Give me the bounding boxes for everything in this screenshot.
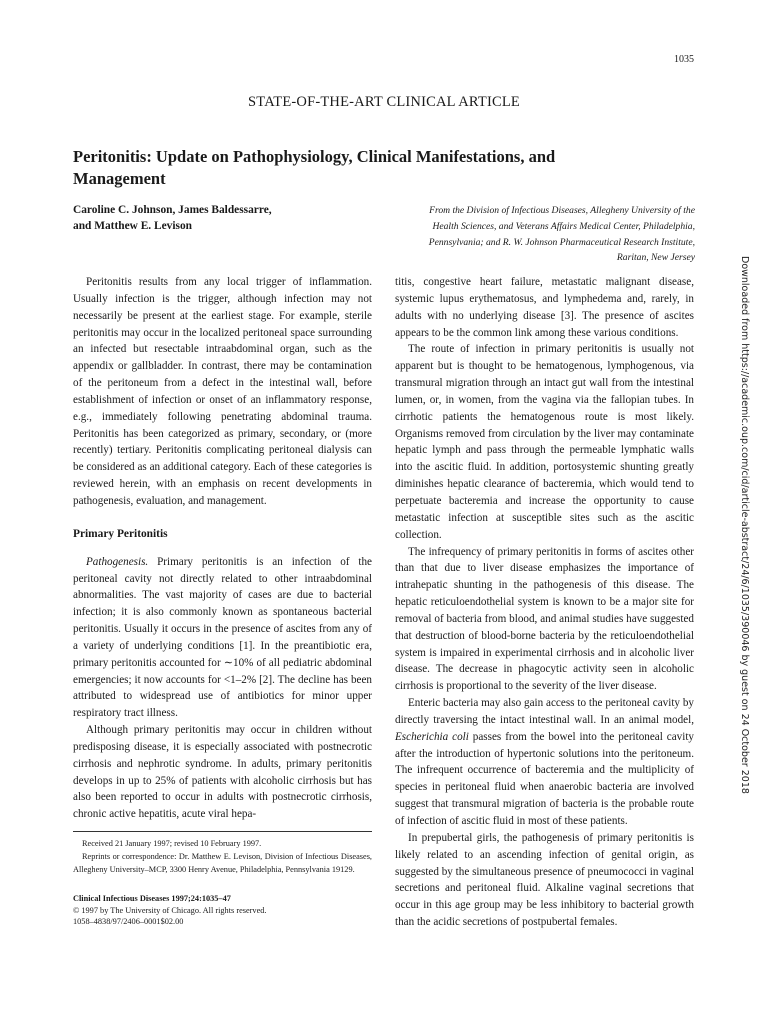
infrequency-paragraph: The infrequency of primary peritonitis in forms of ascites other than that due to liver disease emphasizes the importance of intrahepatic shunting in the pathogenesis of this disease. The hepatic reticuloendothelial system is known to be a major site for removal of bacteria from blood, and animal studies have suggested that destruction of blood-borne bacteria by the reticuloendothelial system is impaired in experimental cirrhosis and in alcoholic liver disease. The decrease in phagocytic activity seen in alcoholic cirrhosis is proportional to the severity of the liver disease.	[395, 545, 694, 693]
author-line: and Matthew E. Levison	[73, 220, 192, 232]
download-watermark	[739, 256, 750, 794]
continued-paragraph: titis, congestive heart failure, metastatic malignant disease, systemic lupus erythematosus, and lymphedema and, rarely, in adults with no underlying disease [3]. The presence of ascites appears to be the common link among these various conditions.	[395, 276, 694, 339]
author-line: Caroline C. Johnson, James Baldessarre,	[73, 204, 272, 216]
enteric-text-b: passes from the bowel into the peritoneal cavity after the introduction of hypertonic solutions into the peritoneum. The infrequent occurrence of bacteremia and the multiplicity of species in peritoneal fluid when anaerobic bacteria are involved suggest that transmural migration of bacteria is the probable route of infection of ascitic fluid in most of these patients.	[395, 730, 694, 827]
footnote-divider	[73, 831, 372, 832]
enteric-paragraph	[395, 695, 694, 830]
enteric-text-a: Enteric bacteria may also gain access to the peritoneal cavity by directly traversing the intact intestinal wall. In an animal model,	[395, 697, 694, 726]
pathogenesis-paragraph	[73, 554, 372, 722]
issn-line: 1058–4838/97/2406–0001$02.00	[73, 917, 184, 926]
article-title: Peritonitis: Update on Pathophysiology, Clinical Manifestations, and Management	[73, 147, 556, 188]
body-column-right	[395, 274, 694, 931]
journal-volume: 1997;24:1035–47	[169, 894, 231, 903]
watermark-text: Downloaded from https://academic.oup.com/cid/article-abstract/24/6/1035/390046 by guest on 24 October 2018	[739, 256, 750, 794]
footnotes	[73, 837, 372, 877]
affiliation-line: From the Division of Infectious Diseases, Allegheny University of the	[429, 205, 695, 216]
reprints-note: Reprints or correspondence: Dr. Matthew E. Levison, Division of Infectious Diseases, Allegheny University–MCP, 3300 Henry Avenue, Philadelphia, Pennsylvania 19129.	[73, 852, 372, 875]
intro-paragraph: Peritonitis results from any local trigger of inflammation. Usually infection is the trigger, although infection may not necessarily be present at the earliest stage. For example, sterile peritonitis may occur in the localized peritoneal space surrounding an infected but resectable intraabdominal organ, such as the appendix or gallbladder. In contrast, there may be contamination of the peritoneum from a defect in the intestinal wall, before establishment of infection or onset of an inflammatory response, e.g., immediately following penetrating abdominal trauma. Peritonitis has been categorized as primary, secondary, or (more recently) tertiary. Peritonitis complicating peritoneal dialysis can be considered as an additional category. Each of these categories is reviewed herein, with an emphasis on recent developments in pathogenesis, evaluation, and management.	[73, 276, 372, 507]
received-note: Received 21 January 1997; revised 10 February 1997.	[82, 839, 262, 848]
route-paragraph: The route of infection in primary peritonitis is usually not apparent but is thought to be hematogenous, lymphogenous, via transmural migration through an intact gut wall from the intestinal lumen, or, in women, from the vagina via the fallopian tubes. In cirrhotic patients the hematogenous route is most likely. Organisms removed from circulation by the liver may contaminate hepatic lymph and pass through the permeable lymphatic walls into the ascitic fluid. In addition, portosystemic shunting greatly diminishes hepatic clearance of bacteremia, which would tend to perpetuate bacteremia and increase the opportunity to cause metastatic infection at susceptible sites such as the ascitic collection.	[395, 343, 694, 541]
article-category: STATE-OF-THE-ART CLINICAL ARTICLE	[248, 94, 520, 110]
prepubertal-paragraph: In prepubertal girls, the pathogenesis of primary peritonitis is likely related to an ascending infection of genital origin, as suggested by the simultaneous presence of pneumococci in vaginal secretions and peritoneal fluid. Alkaline vaginal secretions that occur in this age group may be less inhibitory to bacterial growth than the acidic secretions of postpubertal females.	[395, 831, 694, 929]
affiliation-line: Pennsylvania; and R. W. Johnson Pharmaceutical Research Institute,	[428, 236, 695, 248]
pathogenesis-subheading: Pathogenesis.	[86, 555, 149, 568]
copyright-line: © 1997 by The University of Chicago. All rights reserved.	[73, 905, 267, 915]
journal-name: Clinical Infectious Diseases	[73, 894, 170, 903]
affiliation-line: Raritan, New Jersey	[616, 252, 695, 264]
affiliation	[395, 203, 695, 266]
section-heading-primary-peritonitis: Primary Peritonitis	[73, 527, 168, 540]
journal-citation	[73, 893, 372, 928]
species-name: Escherichia coli	[395, 730, 469, 743]
author-list	[73, 202, 333, 234]
pathogenesis-text: Primary peritonitis is an infection of the peritoneal cavity not directly related to other intraabdominal abnormalities. The vast majority of cases are due to bacterial infection; it is also commonly known as spontaneous bacterial peritonitis. Usually it occurs in the presence of ascites from any of a variety of underlying conditions [1]. In the preantibiotic era, primary peritonitis accounted for ∼10% of all pediatric abdominal emergencies; it now accounts for <1–2% [2]. The decline has been attributed to widespread use of antibiotics for minor upper respiratory tract illness.	[73, 555, 372, 720]
children-paragraph: Although primary peritonitis may occur in children without predisposing disease, it is especially associated with postnecrotic cirrhosis and nephrotic syndrome. In adults, primary peritonitis develops in up to 25% of patients with alcoholic cirrhosis but has also been reported to occur in adults with postnecrotic cirrhosis, chronic active hepatitis, acute viral hepa-	[73, 724, 372, 821]
page-number: 1035	[674, 54, 694, 65]
affiliation-line: Health Sciences, and Veterans Affairs Medical Center, Philadelphia,	[432, 220, 695, 232]
body-column-left	[73, 274, 372, 823]
